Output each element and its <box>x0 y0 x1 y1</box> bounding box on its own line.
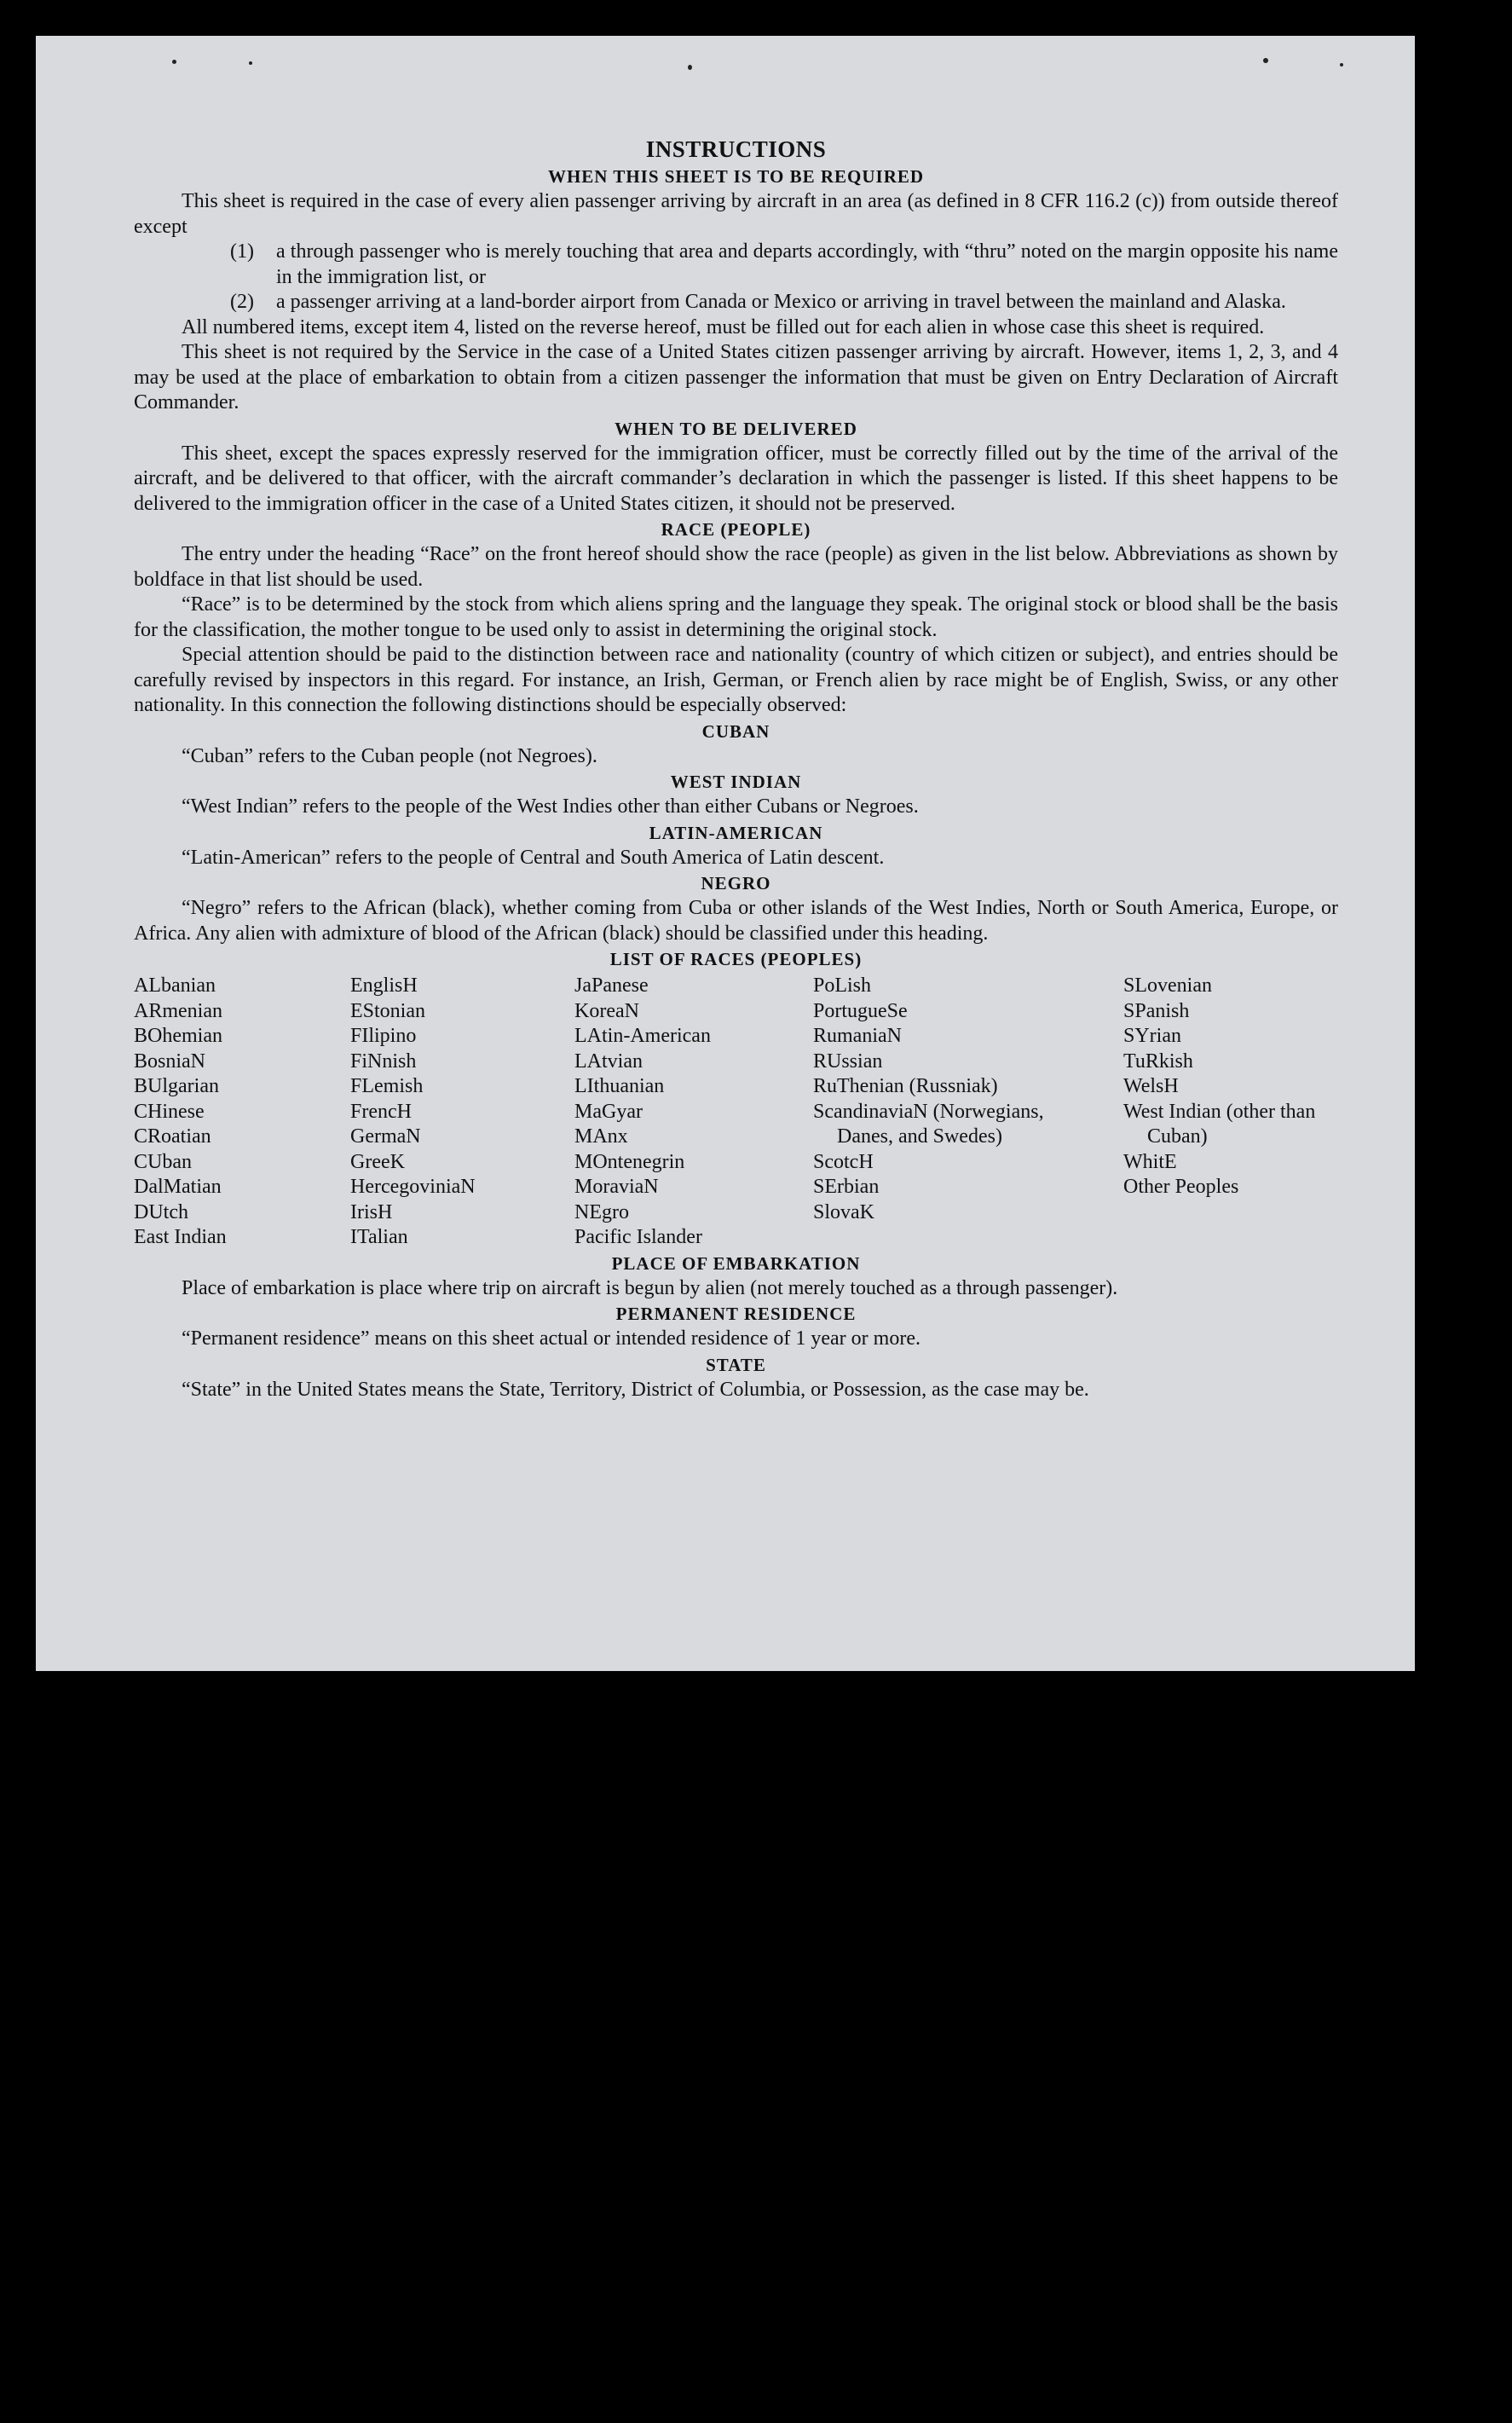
negro-paragraph: “Negro” refers to the African (black), whether coming from Cuba or other islands of the West Indies, North or South America, Europe, or Africa. Any alien with admixture of blood of the African (black) should be classified under this heading. <box>134 897 1338 945</box>
instruction-sheet <box>36 36 1415 1671</box>
speck <box>249 61 252 65</box>
speck <box>1263 58 1268 63</box>
race-item: ScandinaviaN (Norwegians, Danes, and Swedes) <box>813 1100 1044 1148</box>
race-item: FiNnish <box>350 1050 417 1073</box>
permanent-residence-paragraph: “Permanent residence” means on this sheet actual or intended residence of 1 year or more. <box>182 1327 920 1350</box>
heading-permanent-residence: PERMANENT RESIDENCE <box>615 1304 857 1324</box>
race-paragraph-1: The entry under the heading “Race” on the front hereof should show the race (people) as given in the list below. Abbreviations as shown by boldface in that list should be used. <box>134 543 1338 591</box>
race-item: LAtin-American <box>574 1025 711 1047</box>
heading-list-of-races: LIST OF RACES (PEOPLES) <box>609 949 863 969</box>
race-item: WhitE <box>1123 1150 1177 1173</box>
race-item: PoLish <box>813 974 872 997</box>
exception-number: (1) <box>230 240 254 263</box>
citizen-paragraph: This sheet is not required by the Service in the case of a United States citizen passenger arriving by aircraft. However, items 1, 2, 3, and 4 may be used at the place of embarkation to obtain from a citizen passenger the information that must be given on Entry Declaration of Aircraft Commander. <box>134 341 1338 413</box>
west-indian-paragraph: “West Indian” refers to the people of the West Indies other than either Cubans or Negroes. <box>182 795 919 818</box>
race-item: ARmenian <box>134 999 222 1022</box>
heading-latin-american: LATIN-AMERICAN <box>649 822 823 843</box>
race-paragraph-2: “Race” is to be determined by the stock from which aliens spring and the language they speak. The original stock or blood shall be the basis for the classification, the mother tongue to be used only to assist in determining the original stock. <box>134 593 1338 641</box>
races-column-5 <box>1123 974 1345 1251</box>
when-delivered-paragraph: This sheet, except the spaces expressly reserved for the immigration officer, must be correctly filled out by the time of the arrival of the aircraft, and be delivered to that officer, with the aircraft commander’s declaration in which the passenger is listed. If this sheet happens to be delivered to the immigration officer in the case of a United States citizen, it should not be preserved. <box>134 442 1338 515</box>
race-item: PortugueSe <box>813 999 908 1022</box>
race-item: FLemish <box>350 1075 424 1097</box>
race-item: SPanish <box>1123 999 1190 1022</box>
races-column-3 <box>574 974 813 1251</box>
races-column-4 <box>813 974 1123 1251</box>
race-item: WelsH <box>1123 1075 1179 1097</box>
race-item: RuThenian (Russniak) <box>813 1075 998 1097</box>
state-paragraph: “State” in the United States means the State, Territory, District of Columbia, or Possession, as the case may be. <box>182 1378 1089 1401</box>
heading-embarkation: PLACE OF EMBARKATION <box>611 1252 861 1274</box>
heading-when-required: WHEN THIS SHEET IS TO BE REQUIRED <box>547 166 925 187</box>
race-item: Other Peoples <box>1123 1176 1239 1198</box>
race-item: FrencH <box>350 1100 412 1123</box>
document-title: INSTRUCTIONS <box>645 136 827 162</box>
heading-west-indian: WEST INDIAN <box>670 772 802 792</box>
speck <box>1340 63 1343 67</box>
race-item: BosniaN <box>134 1050 205 1073</box>
race-item: JaPanese <box>574 974 649 997</box>
heading-negro: NEGRO <box>701 873 771 893</box>
race-item: LAtvian <box>574 1050 643 1073</box>
speck <box>688 65 692 70</box>
race-item: HercegoviniaN <box>350 1176 476 1198</box>
speck <box>172 60 176 64</box>
races-list <box>134 974 1338 1251</box>
race-item: SErbian <box>813 1176 880 1198</box>
race-item: NEgro <box>574 1200 629 1223</box>
race-item: SYrian <box>1123 1025 1181 1047</box>
exception-item <box>134 290 1338 315</box>
exception-item <box>134 240 1338 290</box>
race-item: East Indian <box>134 1226 227 1248</box>
race-item: DUtch <box>134 1200 188 1223</box>
races-column-1 <box>134 974 350 1251</box>
race-item: BOhemian <box>134 1025 222 1047</box>
race-item: RUssian <box>813 1050 883 1073</box>
exception-text: a passenger arriving at a land-border airport from Canada or Mexico or arriving in travel between the mainland and Alaska. <box>276 291 1286 313</box>
race-item: ITalian <box>350 1226 408 1248</box>
embarkation-paragraph: Place of embarkation is place where trip on aircraft is begun by alien (not merely touched as a through passenger). <box>182 1276 1118 1299</box>
races-column-2 <box>350 974 574 1251</box>
race-item: CRoatian <box>134 1125 211 1148</box>
race-item: MOntenegrin <box>574 1150 685 1173</box>
race-item: TuRkish <box>1123 1050 1193 1073</box>
latin-american-paragraph: “Latin-American” refers to the people of Central and South America of Latin descent. <box>182 846 885 869</box>
race-item: ALbanian <box>134 974 216 997</box>
race-item: Pacific Islander <box>574 1226 702 1248</box>
race-item: SLovenian <box>1123 974 1212 997</box>
race-item: CUban <box>134 1150 192 1173</box>
race-item: MAnx <box>574 1125 628 1148</box>
race-item: GreeK <box>350 1150 405 1173</box>
exception-number: (2) <box>230 291 254 313</box>
race-item: West Indian (other than Cuban) <box>1123 1100 1316 1148</box>
cuban-paragraph: “Cuban” refers to the Cuban people (not Negroes). <box>182 744 597 767</box>
race-item: MoraviaN <box>574 1176 659 1198</box>
race-item: FIlipino <box>350 1025 417 1047</box>
race-item: KoreaN <box>574 999 639 1022</box>
race-item: GermaN <box>350 1125 421 1148</box>
heading-when-delivered: WHEN TO BE DELIVERED <box>615 418 857 439</box>
race-item: RumaniaN <box>813 1025 902 1047</box>
exception-text: a through passenger who is merely touching that area and departs accordingly, with “thru” noted on the margin opposite his name in the immigration list, or <box>276 240 1338 288</box>
race-item: IrisH <box>350 1200 393 1223</box>
race-item: CHinese <box>134 1100 205 1123</box>
race-item: EStonian <box>350 999 425 1022</box>
heading-state: STATE <box>706 1354 766 1375</box>
when-required-intro: This sheet is required in the case of every alien passenger arriving by aircraft in an area (as defined in 8 CFR 116.2 (c)) from outside thereof except <box>134 190 1338 238</box>
race-item: LIthuanian <box>574 1075 665 1097</box>
race-item: EnglisH <box>350 974 418 997</box>
race-item: DalMatian <box>134 1176 222 1198</box>
heading-cuban: CUBAN <box>701 720 770 742</box>
race-item: BUlgarian <box>134 1075 219 1097</box>
race-item: SlovaK <box>813 1200 874 1223</box>
numbered-items-paragraph: All numbered items, except item 4, listed on the reverse hereof, must be filled out for each alien in whose case this sheet is required. <box>182 315 1265 338</box>
race-paragraph-3: Special attention should be paid to the distinction between race and nationality (country of which citizen or subject), and entries should be carefully revised by inspectors in this regard. For instance, an Irish, German, or French alien by race might be of English, Swiss, or any other nationality. In this connection the following distinctions should be especially observed: <box>134 644 1338 716</box>
race-item: MaGyar <box>574 1100 643 1123</box>
heading-race: RACE (PEOPLE) <box>661 519 811 540</box>
race-item: ScotcH <box>813 1150 874 1173</box>
